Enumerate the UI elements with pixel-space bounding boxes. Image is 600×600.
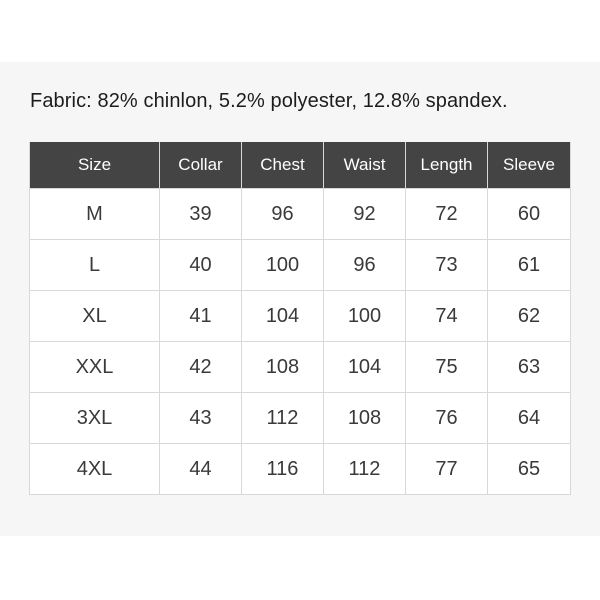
table-row bbox=[30, 240, 571, 291]
header-collar: Collar bbox=[160, 142, 242, 189]
header-sleeve: Sleeve bbox=[488, 142, 571, 189]
cell-sleeve: 60 bbox=[488, 189, 571, 240]
cell-collar: 43 bbox=[160, 393, 242, 444]
table-row bbox=[30, 189, 571, 240]
cell-length: 76 bbox=[406, 393, 488, 444]
cell-length: 75 bbox=[406, 342, 488, 393]
cell-collar: 42 bbox=[160, 342, 242, 393]
cell-sleeve: 63 bbox=[488, 342, 571, 393]
size-table bbox=[29, 142, 571, 495]
cell-chest: 108 bbox=[242, 342, 324, 393]
cell-size: 3XL bbox=[30, 393, 160, 444]
cell-size: L bbox=[30, 240, 160, 291]
table-header-row bbox=[30, 142, 571, 189]
cell-collar: 41 bbox=[160, 291, 242, 342]
cell-length: 77 bbox=[406, 444, 488, 495]
cell-size: 4XL bbox=[30, 444, 160, 495]
header-chest: Chest bbox=[242, 142, 324, 189]
cell-collar: 40 bbox=[160, 240, 242, 291]
cell-waist: 92 bbox=[324, 189, 406, 240]
cell-waist: 112 bbox=[324, 444, 406, 495]
cell-chest: 100 bbox=[242, 240, 324, 291]
cell-waist: 104 bbox=[324, 342, 406, 393]
table-row bbox=[30, 393, 571, 444]
cell-length: 73 bbox=[406, 240, 488, 291]
cell-sleeve: 64 bbox=[488, 393, 571, 444]
cell-length: 74 bbox=[406, 291, 488, 342]
table-row bbox=[30, 342, 571, 393]
cell-size: XL bbox=[30, 291, 160, 342]
table-row bbox=[30, 291, 571, 342]
fabric-composition-note: Fabric: 82% chinlon, 5.2% polyester, 12.8% spandex. bbox=[30, 90, 508, 112]
cell-chest: 104 bbox=[242, 291, 324, 342]
cell-chest: 116 bbox=[242, 444, 324, 495]
cell-length: 72 bbox=[406, 189, 488, 240]
header-waist: Waist bbox=[324, 142, 406, 189]
cell-sleeve: 61 bbox=[488, 240, 571, 291]
cell-collar: 44 bbox=[160, 444, 242, 495]
cell-size: M bbox=[30, 189, 160, 240]
header-length: Length bbox=[406, 142, 488, 189]
cell-size: XXL bbox=[30, 342, 160, 393]
cell-sleeve: 65 bbox=[488, 444, 571, 495]
header-size: Size bbox=[30, 142, 160, 189]
cell-chest: 112 bbox=[242, 393, 324, 444]
cell-waist: 100 bbox=[324, 291, 406, 342]
cell-sleeve: 62 bbox=[488, 291, 571, 342]
cell-waist: 108 bbox=[324, 393, 406, 444]
cell-waist: 96 bbox=[324, 240, 406, 291]
cell-chest: 96 bbox=[242, 189, 324, 240]
cell-collar: 39 bbox=[160, 189, 242, 240]
table-row bbox=[30, 444, 571, 495]
